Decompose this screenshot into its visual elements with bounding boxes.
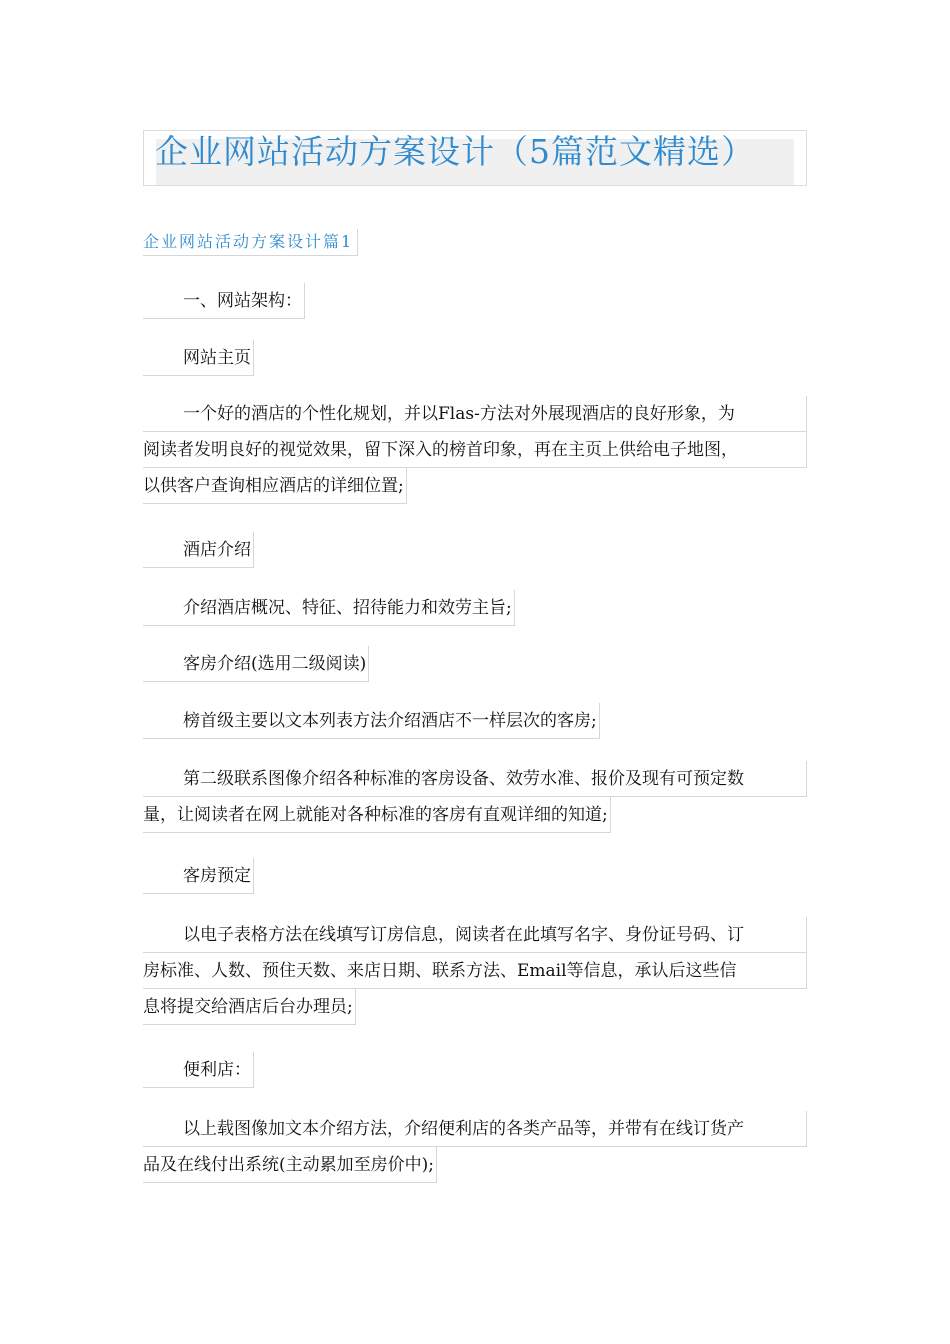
section-heading: 企业网站活动方案设计篇1 — [143, 229, 358, 256]
heading-hotel-intro — [143, 532, 807, 568]
paragraph-homepage-desc — [143, 396, 807, 504]
heading-homepage — [143, 340, 807, 376]
heading-convenience-store — [143, 1052, 807, 1088]
text-line: 阅读者发明良好的视觉效果，留下深入的榜首印象，再在主页上供给电子地图， — [143, 432, 807, 468]
document-title: 企业网站活动方案设计（5篇范文精选） — [155, 132, 755, 171]
paragraph-room-level-2 — [143, 761, 807, 833]
heading-site-structure — [143, 283, 807, 319]
text-line: 一、网站架构： — [143, 283, 305, 319]
text-line: 息将提交给酒店后台办理员; — [143, 989, 356, 1025]
text-line: 房标准、人数、预住天数、来店日期、联系方法、Email等信息，承认后这些信 — [143, 953, 807, 989]
heading-room-intro — [143, 646, 807, 682]
paragraph-room-booking — [143, 917, 807, 1025]
text-line: 以上载图像加文本介绍方法，介绍便利店的各类产品等，并带有在线订货产 — [143, 1111, 807, 1147]
text-line: 以电子表格方法在线填写订房信息，阅读者在此填写名字、身份证号码、订 — [143, 917, 807, 953]
text-line: 以供客户查询相应酒店的详细位置; — [143, 468, 407, 504]
text-line: 网站主页 — [143, 340, 254, 376]
text-line: 品及在线付出系统(主动累加至房价中); — [143, 1147, 437, 1183]
text-line: 介绍酒店概况、特征、招待能力和效劳主旨; — [143, 590, 515, 626]
heading-room-booking — [143, 858, 807, 894]
text-line: 一个好的酒店的个性化规划，并以Flas-方法对外展现酒店的良好形象，为 — [143, 396, 807, 432]
text-line: 第二级联系图像介绍各种标准的客房设备、效劳水准、报价及现有可预定数 — [143, 761, 807, 797]
paragraph-hotel-intro — [143, 590, 807, 626]
text-line: 客房介绍(选用二级阅读) — [143, 646, 369, 682]
paragraph-convenience-store — [143, 1111, 807, 1183]
text-line: 酒店介绍 — [143, 532, 254, 568]
text-line: 便利店： — [143, 1052, 254, 1088]
text-line: 榜首级主要以文本列表方法介绍酒店不一样层次的客房; — [143, 703, 600, 739]
text-line: 客房预定 — [143, 858, 254, 894]
paragraph-room-level-1 — [143, 703, 807, 739]
text-line: 量，让阅读者在网上就能对各种标准的客房有直观详细的知道; — [143, 797, 611, 833]
